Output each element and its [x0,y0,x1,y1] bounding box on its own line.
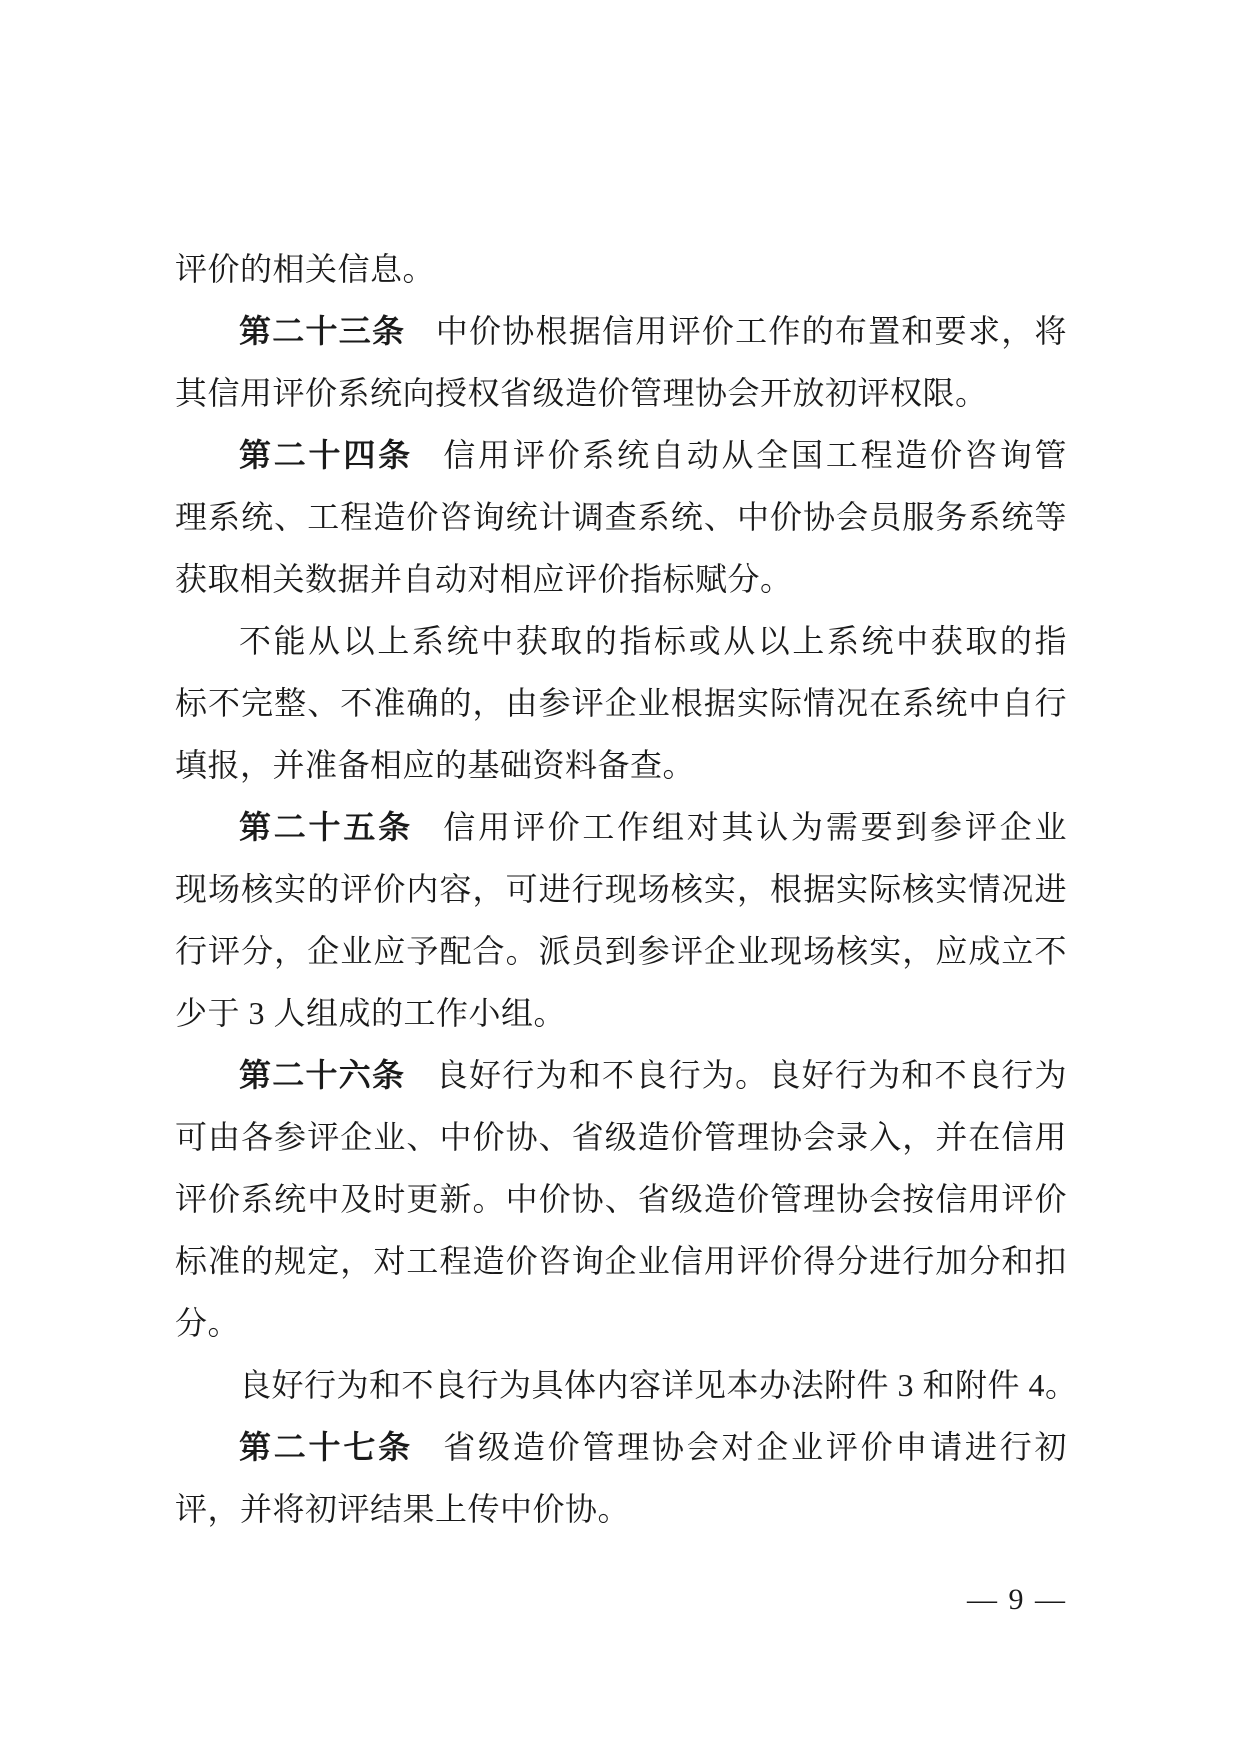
document-line [175,362,1067,424]
document-line [175,796,1067,858]
document-line [175,1416,1067,1478]
article-number: 第二十五条 [239,809,413,845]
document-line [175,1478,1067,1540]
document-line [175,610,1067,672]
line-text: 省级造价管理协会对企业评价申请进行初 [443,1429,1067,1465]
line-text: 评，并将初评结果上传中价协。 [175,1491,631,1527]
line-text: 获取相关数据并自动对相应评价指标赋分。 [175,561,793,597]
line-text: 分。 [175,1305,241,1341]
line-text: 不能从以上系统中获取的指标或从以上系统中获取的指 [239,623,1067,659]
line-text: 中价协根据信用评价工作的布置和要求，将 [435,313,1067,349]
document-line [175,486,1067,548]
document-body [175,238,1078,1540]
line-text: 理系统、工程造价咨询统计调查系统、中价协会员服务系统等 [175,499,1067,535]
article-number: 第二十四条 [239,437,413,473]
line-text: 良好行为和不良行为具体内容详见本办法附件 3 和附件 4。 [239,1367,1078,1403]
document-line [175,734,1067,796]
document-line [175,1230,1067,1292]
document-line [175,982,1067,1044]
document-line [175,1106,1067,1168]
line-text: 评价系统中及时更新。中价协、省级造价管理协会按信用评价 [175,1181,1067,1217]
line-text: 现场核实的评价内容，可进行现场核实，根据实际核实情况进 [175,871,1067,907]
document-line [175,1292,1067,1354]
line-text: 可由各参评企业、中价协、省级造价管理协会录入，并在信用 [175,1119,1067,1155]
line-text: 填报，并准备相应的基础资料备查。 [175,747,696,783]
document-line [175,238,1067,300]
article-number: 第二十三条 [239,313,406,349]
document-line [175,672,1067,734]
line-text: 信用评价系统自动从全国工程造价咨询管 [443,437,1067,473]
line-text: 行评分，企业应予配合。派员到参评企业现场核实，应成立不 [175,933,1067,969]
document-line [175,424,1067,486]
page-number: — 9 — [967,1583,1067,1616]
line-text: 标准的规定，对工程造价咨询企业信用评价得分进行加分和扣 [175,1243,1067,1279]
document-line [175,920,1067,982]
document-line [175,858,1067,920]
line-text: 少于 3 人组成的工作小组。 [175,995,567,1031]
document-line [175,1044,1067,1106]
line-text: 信用评价工作组对其认为需要到参评企业 [443,809,1067,845]
article-number: 第二十七条 [239,1429,413,1465]
line-text: 评价的相关信息。 [175,251,436,287]
document-line [175,300,1067,362]
line-text: 良好行为和不良行为。良好行为和不良行为 [435,1057,1067,1093]
line-text: 其信用评价系统向授权省级造价管理协会开放初评权限。 [175,375,988,411]
document-line [175,1354,1078,1416]
line-text: 标不完整、不准确的，由参评企业根据实际情况在系统中自行 [175,685,1067,721]
article-number: 第二十六条 [239,1057,406,1093]
document-line [175,1168,1067,1230]
document-line [175,548,1067,610]
